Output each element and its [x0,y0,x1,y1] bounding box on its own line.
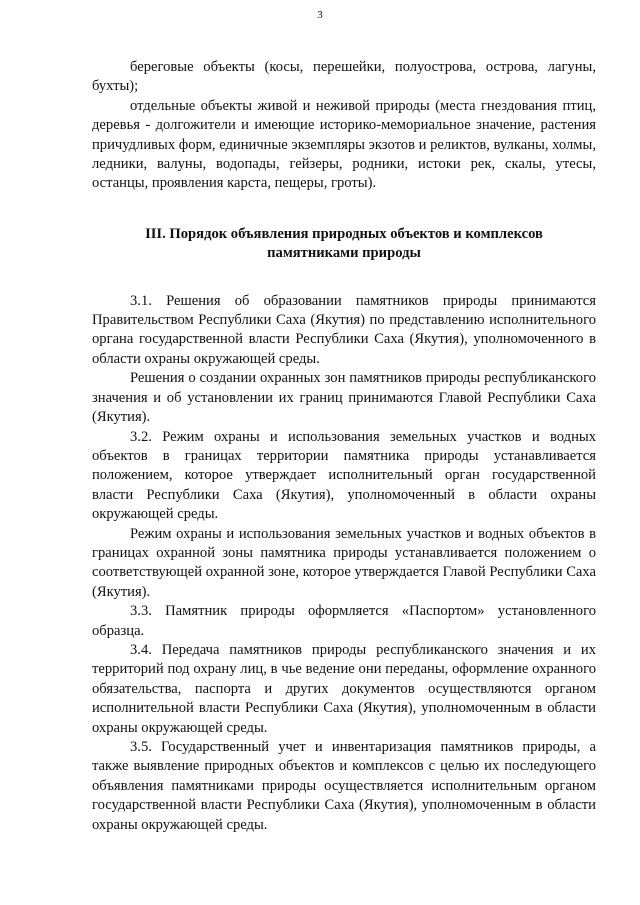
list-item: береговые объекты (косы, перешейки, полуострова, острова, лагуны, бухты); [92,59,596,95]
list-item: отдельные объекты живой и неживой природы (места гнездования птиц, деревья - долгожители и имеющие историко-мемориальное значение, растения причудливых форм, единичные экземпляры экзотов и реликтов, вулканы, холмы, ледники, валуны, водопады, гейзеры, родники, истоки рек, скалы, утесы, останцы, проявления карста, пещеры, гроты). [92,97,596,192]
paragraph-3-4: 3.4. Передача памятников природы республиканского значения и их территорий под охрану лиц, в чье ведение они переданы, оформление охранного обязательства, паспорта и других документов осуществляются органом исполнительной власти Республики Саха (Якутия), уполномоченным в области охраны окружающей среды. [92,641,596,736]
section-heading-line: памятниками природы [267,245,421,262]
paragraph-3-3: 3.3. Памятник природы оформляется «Паспортом» установленного образца. [92,603,596,639]
document-body [92,58,596,835]
paragraph-3-1: 3.1. Решения об образовании памятников природы принимаются Правительством Республики Саха (Якутия) по представлению исполнительного органа государственной власти Республики Саха (Якутия), уполномоченного в области охраны окружающей среды. [92,292,596,367]
paragraph-protected-zones: Решения о создании охранных зон памятников природы республиканского значения и об установлении их границ принимаются Главой Республики Саха (Якутия). [92,370,596,426]
paragraph-3-5: 3.5. Государственный учет и инвентаризация памятников природы, а также выявление природных объектов и комплексов с целью их последующего объявления памятниками природы осуществляется исполнительным органом государственной власти Республики Саха (Якутия), уполномоченным в области охраны окружающей среды. [92,739,596,833]
section-heading-line: III. Порядок объявления природных объектов и комплексов [145,225,543,242]
page-number: 3 [317,9,323,21]
paragraph-zone-regime: Режим охраны и использования земельных участков и водных объектов в границах охранной зоны памятника природы устанавливается положением о соответствующей охранной зоне, которое утверждается Главой Республики Саха (Якутия). [92,525,596,600]
paragraph-3-2: 3.2. Режим охраны и использования земельных участков и водных объектов в границах территории памятника природы устанавливается положением, которое утверждает исполнительный орган государственной власти Республики Саха (Якутия), уполномоченный в области охраны окружающей среды. [92,428,596,523]
section-heading [92,225,596,264]
